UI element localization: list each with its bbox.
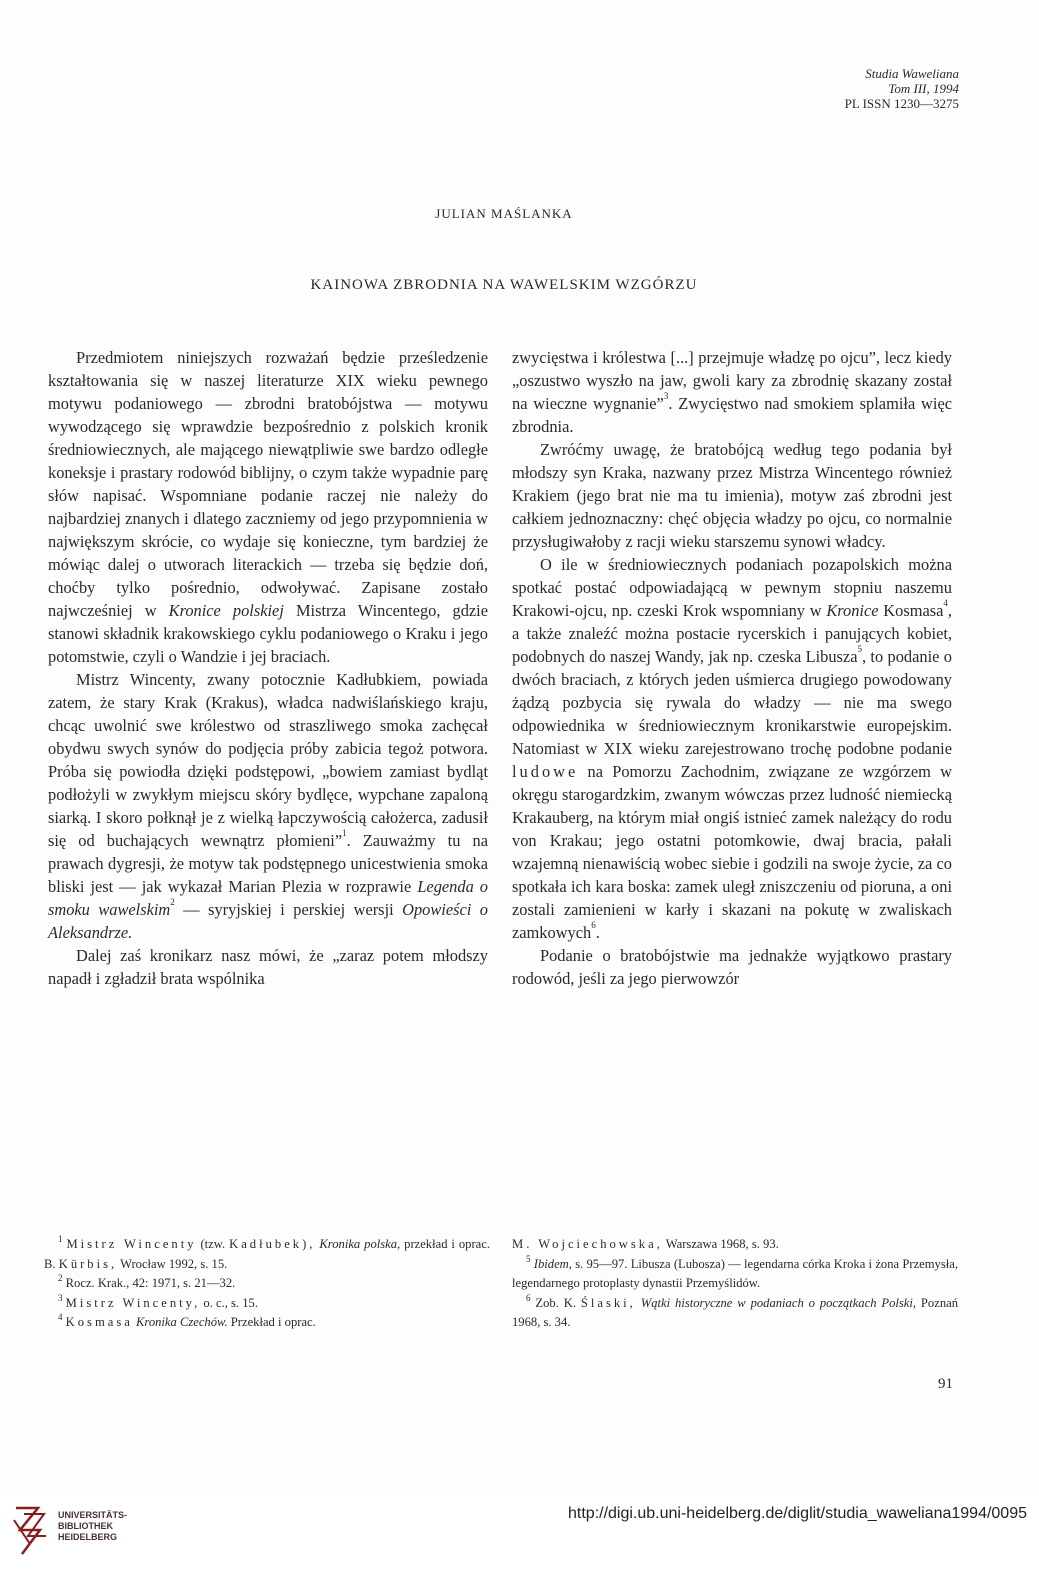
footnote-ref[interactable]: 3 <box>663 391 669 401</box>
footnote-ref[interactable]: 2 <box>170 897 175 907</box>
footnotes-left <box>44 1235 490 1333</box>
library-name: UNIVERSITÄTS- BIBLIOTHEK HEIDELBERG <box>58 1510 128 1542</box>
body-column-right <box>512 346 952 990</box>
page-number: 91 <box>938 1376 953 1392</box>
journal-issn: PL ISSN 1230—3275 <box>844 96 959 111</box>
journal-header <box>845 66 959 111</box>
footnote: $^3$ Mistrz Wincenty, o. c., s. 15. <box>58 1292 258 1310</box>
paragraph: Przedmiotem niniejszych rozważań będzie prześledzenie kształtowania się w naszej literaturze XIX wieku pewnego motywu podaniowego — zbrodni bratobójstwa — motywu wywodzącego się wprawdzie bezpośrednio z polskich kronik średniowiecznych, ale mającego niewątpliwie swe bardzo odległe koneksje i prastary rodowód biblijny, o czym także wypadnie parę słów napisać. Wspomniane podanie raczej nie należy do najbardziej znanych i dlatego zaczniemy od jego przypomnienia w największym skrócie, co wydaje się konieczne, tym bardziej że mówiąc dalej o utworach literackich — trzeba się będzie doń, choćby tylko pośrednio, odwoływać. Zapisane zostało najwcześniej w Kronice polskiej Mistrza Wincentego, gdzie stanowi składnik krakowskiego cyklu podaniowego o Kraku i jego potomstwie, czyli o Wandzie i jej braciach. <box>48 348 488 666</box>
footnote-ref[interactable]: 4 <box>943 598 948 608</box>
journal-volume: Tom III, 1994 <box>888 81 959 96</box>
footnote-ref[interactable]: 1 <box>342 828 347 838</box>
footnote: $^6$ Zob. K. Ślaski, Wątki historyczne w podaniach o początkach Polski, Poznań 1968, s. 34. <box>512 1292 958 1329</box>
journal-name: Studia Waweliana <box>865 66 959 81</box>
paragraph: Zwróćmy uwagę, że bratobójcą według tego podania był młodszy syn Kraka, nazwany przez Mistrza Wincentego również Krakiem (jego brat nie ma tu imienia), motyw zaś zbrodni jest całkiem jednoznaczny: chęć objęcia władzy po ojcu, co normalnie przysługiwałoby z racji wieku starszemu synowi władcy. <box>512 440 952 551</box>
footnote: M. Wojciechowska, Warszawa 1968, s. 93. <box>512 1237 779 1251</box>
paragraph: Podanie o bratobójstwie ma jednakże wyjątkowo prastary rodowód, jeśli za jego pierwowzór <box>512 946 952 988</box>
footnote: $^2$ Rocz. Krak., 42: 1971, s. 21—32. <box>58 1273 236 1290</box>
source-url[interactable]: http://digi.ub.uni-heidelberg.de/diglit/studia_waweliana1994/0095 <box>568 1505 1027 1522</box>
footnote-ref[interactable]: 5 <box>857 644 862 654</box>
article-title: KAINOWA ZBRODNIA NA WAWELSKIM WZGÓRZU <box>310 277 698 293</box>
footnotes-right <box>512 1235 958 1333</box>
article-author: JULIAN MAŚLANKA <box>435 206 573 221</box>
paragraph: Mistrz Wincenty, zwany potocznie Kadłubkiem, powiada zatem, że stary Krak (Krakus), władca nadwiślańskiego kraju, chcąc uwolnić swe królestwo od straszliwego smoka zachęcał obydwu swych synów do podjęcia próby zabicia tegoż potwora. Próba się powiodła dzięki podstępowi, „bowiem zamiast bydląt podłożyli w zwykłym miejscu skóry bydlęce, wypchane zapaloną siarką. I skoro połknął je z wielką łapczywością całożerca, zadusił się od buchających wewnątrz płomieni”$^1$. Zauważmy tu na prawach dygresji, że motyw tak podstępnego unicestwienia smoka bliski jest — jak wykazał Marian Plezia w rozprawie Legenda o smoku wawelskim$^2$ — syryjskiej i perskiej wersji Opowieści o Aleksandrze. <box>48 670 488 942</box>
footnote: $^1$ Mistrz Wincenty (tzw. Kadłubek), Kronika polska, przekład i oprac. B. Kürbis, Wrocław 1992, s. 15. <box>44 1234 490 1271</box>
paragraph: Dalej zaś kronikarz nasz mówi, że „zaraz potem młodszy napadł i zgładził brata wspólnika <box>48 946 488 988</box>
footnote: $^4$ Kosmasa Kronika Czechów. Przekład i oprac. <box>58 1312 316 1329</box>
footnote-ref[interactable]: 6 <box>591 920 596 930</box>
library-logo-icon <box>10 1500 52 1560</box>
body-column-left <box>48 346 488 990</box>
footnote: $^5$ Ibidem, s. 95—97. Libusza (Lubosza) — legendarna córka Kroka i żona Przemysła, legendarnego protoplasty dynastii Przemyślidów. <box>512 1253 958 1290</box>
paragraph: O ile w średniowiecznych podaniach pozapolskich można spotkać postać odpowiadającą w pewnym stopniu naszemu Krakowi-ojcu, np. czeski Krok wspomniany w Kronice Kosmasa$^4$, a także znaleźć można postacie rycerskich i panujących kobiet, podobnych do naszej Wandy, jak np. czeska Libusza$^5$, to podanie o dwóch braciach, z których jeden uśmierca drugiego powodowany żądzą pozbycia się rywala do władzy — nie ma swego odpowiednika w średniowiecznym kronikarstwie europejskim. Natomiast w XIX wieku zarejestrowano trochę podobne podanie ludowe na Pomorzu Zachodnim, związane ze wzgórzem w okręgu starogardzkim, zwanym wówczas przez ludność niemiecką Krakauberg, na którym miał ongiś istnieć zamek należący do rodu von Krakau; jego ostatni potomkowie, dwaj bracia, pałali wzajemną nienawiścią wobec siebie i godzili na swoje życie, za co spotkała ich kara boska: zamek uległ zniszczeniu od pioruna, a oni zostali zamienieni w karły i skazani na pokutę w zwaliskach zamkowych$^6$. <box>512 555 952 942</box>
paragraph: zwycięstwa i królestwa [...] przejmuje władzę po ojcu”, lecz kiedy „oszustwo wyszło na jaw, gwoli kary za zbrodnię skazany został na wieczne wygnanie”$^3$. Zwycięstwo nad smokiem splamiła więc zbrodnia. <box>512 348 952 436</box>
